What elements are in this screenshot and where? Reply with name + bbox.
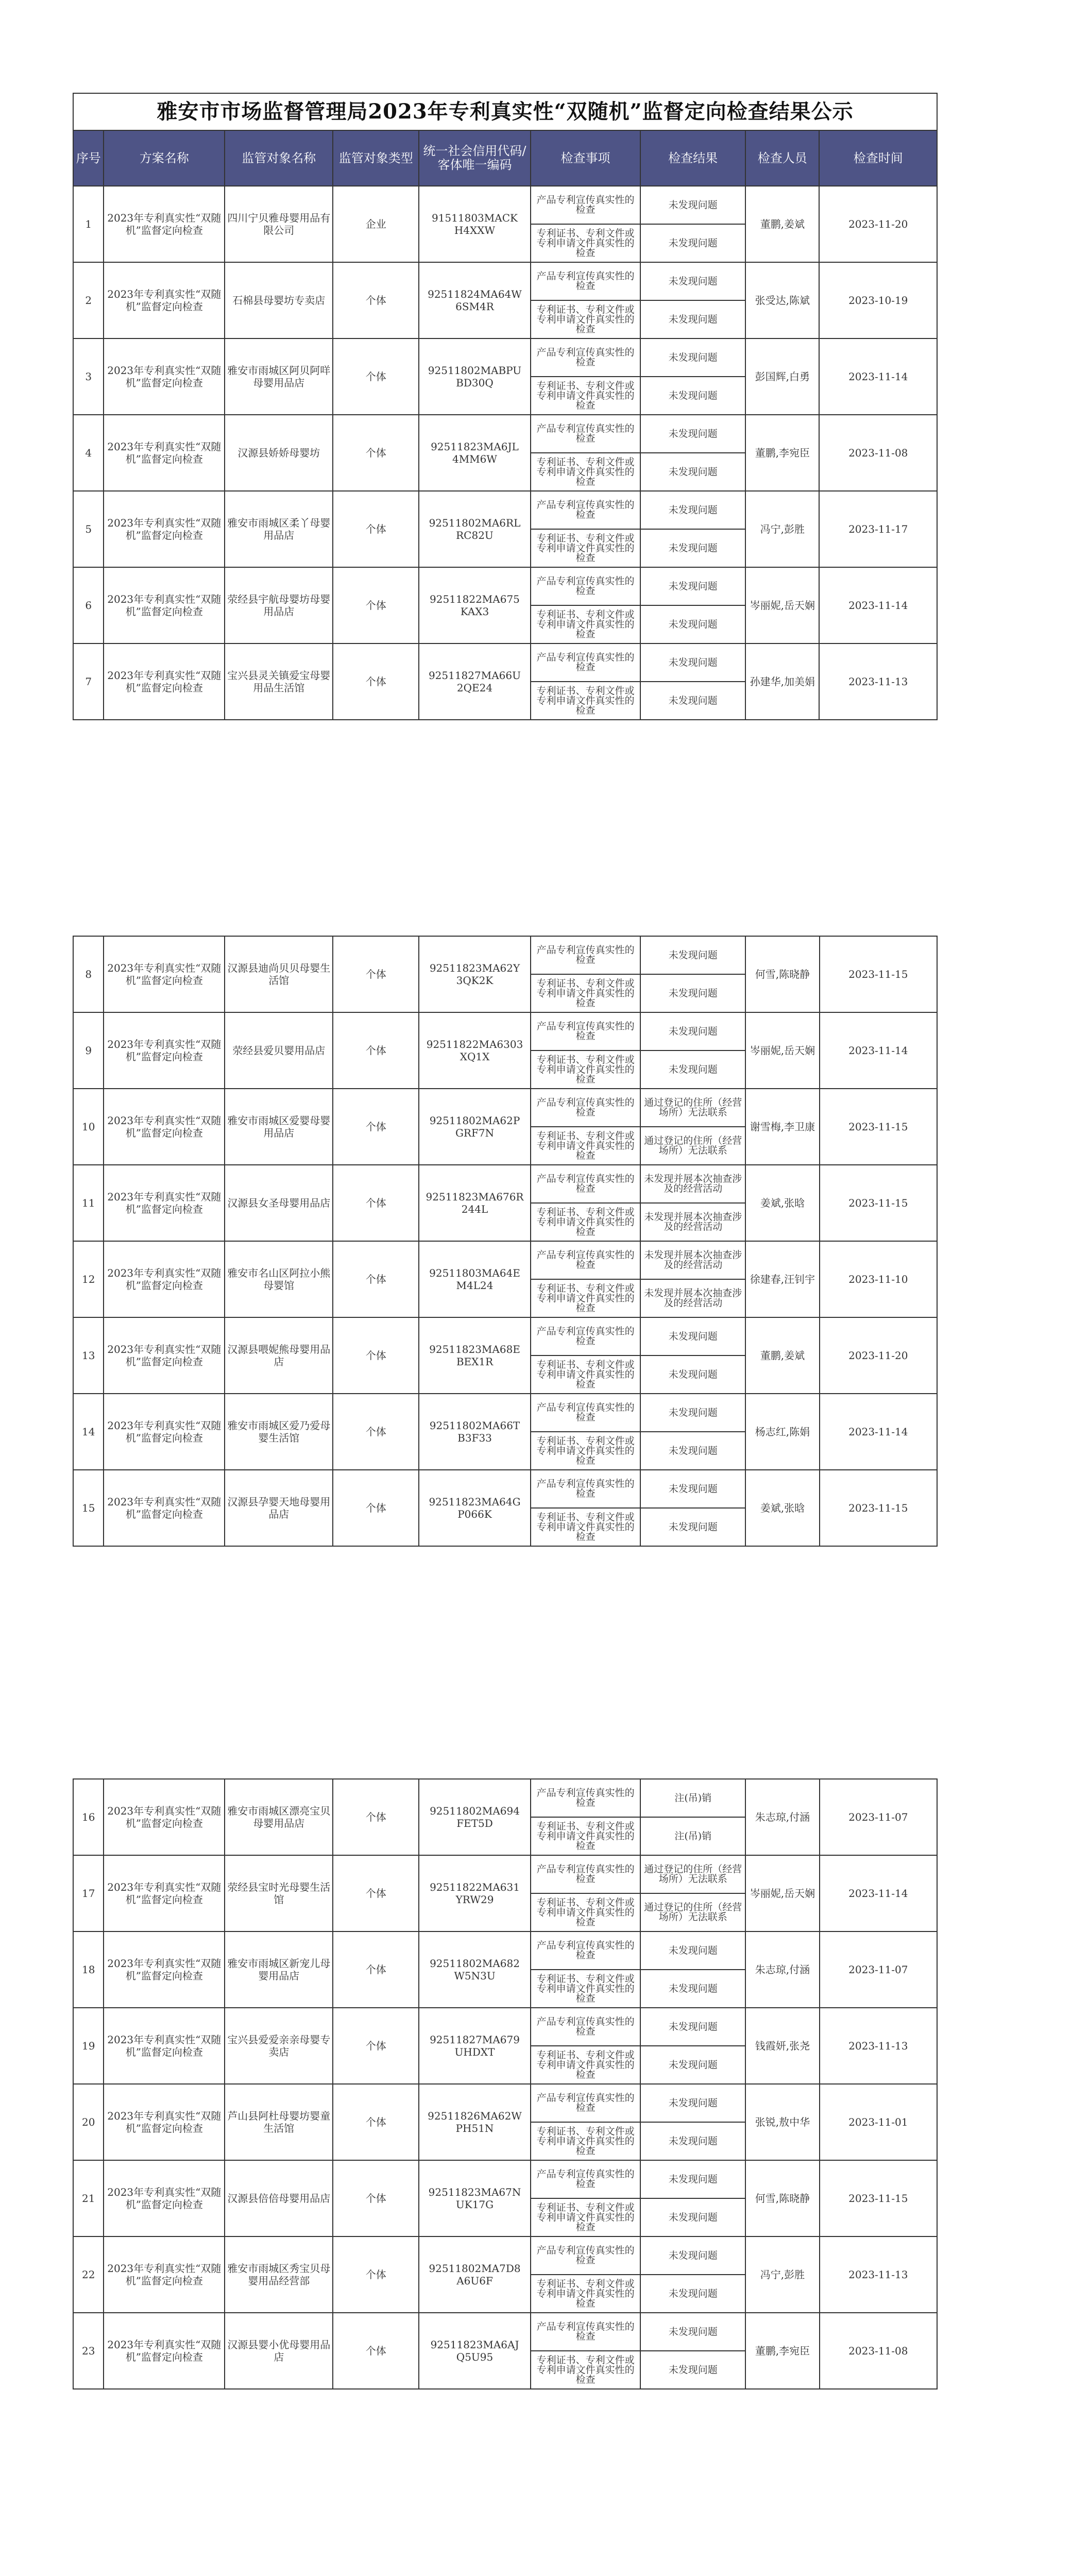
check-item: 产品专利宣传真实性的检查 [531, 1165, 640, 1203]
plan-name: 2023年专利真实性“双随机”监督定向检查 [104, 338, 225, 415]
plan-name: 2023年专利真实性“双随机”监督定向检查 [104, 491, 225, 567]
inspectors: 谢雪梅,李卫康 [745, 1089, 819, 1165]
table-row [73, 1855, 937, 1893]
row-number: 6 [73, 567, 104, 643]
inspection-table-page-3 [73, 1778, 938, 2389]
check-result: 未发现问题 [640, 300, 745, 338]
check-item: 产品专利宣传真实性的检查 [531, 186, 640, 224]
page-block-3 [73, 1778, 938, 2389]
table-row [73, 1165, 937, 1203]
check-item: 专利证书、专利文件或专利申请文件真实性的检查 [531, 1355, 640, 1394]
plan-name: 2023年专利真实性“双随机”监督定向检查 [104, 1470, 225, 1546]
check-item: 专利证书、专利文件或专利申请文件真实性的检查 [531, 300, 640, 338]
check-result: 未发现问题 [640, 2122, 745, 2160]
plan-name: 2023年专利真实性“双随机”监督定向检查 [104, 415, 225, 491]
check-result: 通过登记的住所（经营场所）无法联系 [640, 1855, 745, 1893]
table-row [73, 415, 937, 453]
row-number: 5 [73, 491, 104, 567]
table-row [73, 1089, 937, 1127]
check-result: 注(吊)销 [640, 1779, 745, 1817]
check-result: 通过登记的住所（经营场所）无法联系 [640, 1893, 745, 1931]
subject-name: 汉源县女圣母婴用品店 [225, 1165, 333, 1241]
subject-name: 汉源县婴小优母婴用品店 [225, 2313, 333, 2389]
check-item: 产品专利宣传真实性的检查 [531, 2313, 640, 2351]
inspectors: 冯宁,彭胜 [745, 491, 819, 567]
table-row [73, 1470, 937, 1508]
header-item: 检查事项 [531, 130, 640, 186]
subject-name: 雅安市名山区阿拉小熊母婴馆 [225, 1241, 333, 1317]
row-number: 19 [73, 2008, 104, 2084]
check-result: 未发现问题 [640, 567, 745, 605]
subject-name: 雅安市雨城区柔丫母婴用品店 [225, 491, 333, 567]
check-result: 未发现问题 [640, 2236, 745, 2275]
subject-type: 个体 [333, 2313, 419, 2389]
row-number: 12 [73, 1241, 104, 1317]
row-number: 17 [73, 1855, 104, 1931]
table-header-row [73, 130, 937, 186]
inspection-table-page-1 [73, 93, 938, 720]
check-item: 专利证书、专利文件或专利申请文件真实性的检查 [531, 2275, 640, 2313]
row-number: 23 [73, 2313, 104, 2389]
check-item: 专利证书、专利文件或专利申请文件真实性的检查 [531, 682, 640, 720]
subject-type: 个体 [333, 1931, 419, 2008]
check-date: 2023-11-14 [819, 338, 937, 415]
check-item: 专利证书、专利文件或专利申请文件真实性的检查 [531, 2046, 640, 2084]
check-date: 2023-11-13 [819, 643, 937, 720]
inspectors: 岑丽妮,岳天娴 [745, 1855, 819, 1931]
credit-code: 92511802MA6RL RC82U [419, 491, 531, 567]
check-result: 未发现问题 [640, 2198, 745, 2236]
check-item: 专利证书、专利文件或专利申请文件真实性的检查 [531, 529, 640, 567]
check-result: 未发现问题 [640, 936, 745, 974]
inspectors: 姜斌,张晗 [745, 1165, 819, 1241]
check-item: 产品专利宣传真实性的检查 [531, 1931, 640, 1970]
check-item: 产品专利宣传真实性的检查 [531, 567, 640, 605]
subject-name: 汉源县倍倍母婴用品店 [225, 2160, 333, 2236]
inspectors: 钱霞妍,张尧 [745, 2008, 819, 2084]
check-item: 产品专利宣传真实性的检查 [531, 262, 640, 300]
row-number: 1 [73, 186, 104, 262]
credit-code: 92511827MA66U 2QE24 [419, 643, 531, 720]
inspectors: 姜斌,张晗 [745, 1470, 819, 1546]
row-number: 21 [73, 2160, 104, 2236]
inspectors: 徐建春,汪钊宇 [745, 1241, 819, 1317]
header-plan: 方案名称 [104, 130, 225, 186]
plan-name: 2023年专利真实性“双随机”监督定向检查 [104, 1012, 225, 1089]
check-item: 专利证书、专利文件或专利申请文件真实性的检查 [531, 1508, 640, 1546]
check-date: 2023-11-07 [820, 1931, 937, 2008]
check-date: 2023-11-15 [820, 1470, 937, 1546]
row-number: 16 [73, 1779, 104, 1855]
row-number: 15 [73, 1470, 104, 1546]
check-result: 未发现问题 [640, 224, 745, 262]
credit-code: 92511803MA64E M4L24 [419, 1241, 531, 1317]
subject-type: 个体 [333, 1317, 419, 1394]
inspectors: 岑丽妮,岳天娴 [745, 567, 819, 643]
check-result: 通过登记的住所（经营场所）无法联系 [640, 1127, 745, 1165]
check-date: 2023-11-15 [820, 936, 937, 1012]
check-result: 未发现并展本次抽查涉及的经营活动 [640, 1203, 745, 1241]
check-result: 未发现问题 [640, 2084, 745, 2122]
credit-code: 92511822MA675 KAX3 [419, 567, 531, 643]
check-result: 未发现问题 [640, 415, 745, 453]
subject-type: 个体 [333, 1165, 419, 1241]
row-number: 2 [73, 262, 104, 338]
check-item: 产品专利宣传真实性的检查 [531, 936, 640, 974]
check-date: 2023-11-15 [820, 1089, 937, 1165]
subject-name: 宝兴县爱爱亲亲母婴专卖店 [225, 2008, 333, 2084]
table-row [73, 2313, 937, 2351]
check-item: 专利证书、专利文件或专利申请文件真实性的检查 [531, 1203, 640, 1241]
row-number: 3 [73, 338, 104, 415]
inspectors: 张受达,陈斌 [745, 262, 819, 338]
plan-name: 2023年专利真实性“双随机”监督定向检查 [104, 1931, 225, 2008]
check-item: 产品专利宣传真实性的检查 [531, 1317, 640, 1355]
check-result: 未发现问题 [640, 491, 745, 529]
check-date: 2023-11-08 [820, 2313, 937, 2389]
row-number: 4 [73, 415, 104, 491]
check-result: 未发现问题 [640, 2275, 745, 2313]
check-result: 通过登记的住所（经营场所）无法联系 [640, 1089, 745, 1127]
subject-name: 雅安市雨城区爱乃爱母婴生活馆 [225, 1394, 333, 1470]
subject-type: 个体 [333, 567, 419, 643]
inspectors: 董鹏,李宛臣 [745, 2313, 819, 2389]
plan-name: 2023年专利真实性“双随机”监督定向检查 [104, 2313, 225, 2389]
subject-name: 雅安市雨城区爱婴母婴用品店 [225, 1089, 333, 1165]
table-row [73, 1012, 937, 1050]
subject-type: 个体 [333, 1241, 419, 1317]
check-item: 产品专利宣传真实性的检查 [531, 415, 640, 453]
subject-name: 雅安市雨城区阿贝阿咩母婴用品店 [225, 338, 333, 415]
subject-type: 个体 [333, 1012, 419, 1089]
subject-name: 荥经县宝时光母婴生活馆 [225, 1855, 333, 1931]
check-item: 专利证书、专利文件或专利申请文件真实性的检查 [531, 1970, 640, 2008]
plan-name: 2023年专利真实性“双随机”监督定向检查 [104, 1241, 225, 1317]
subject-type: 个体 [333, 2160, 419, 2236]
inspectors: 董鹏,李宛臣 [745, 415, 819, 491]
check-item: 产品专利宣传真实性的检查 [531, 2160, 640, 2198]
table-row [73, 2160, 937, 2198]
check-item: 专利证书、专利文件或专利申请文件真实性的检查 [531, 1432, 640, 1470]
table-row [73, 491, 937, 529]
check-date: 2023-11-10 [820, 1241, 937, 1317]
subject-name: 汉源县娇娇母婴坊 [225, 415, 333, 491]
check-date: 2023-11-13 [820, 2008, 937, 2084]
header-date: 检查时间 [819, 130, 937, 186]
row-number: 13 [73, 1317, 104, 1394]
subject-type: 个体 [333, 936, 419, 1012]
check-date: 2023-11-13 [820, 2236, 937, 2313]
table-row [73, 1931, 937, 1970]
check-item: 产品专利宣传真实性的检查 [531, 338, 640, 377]
check-result: 未发现问题 [640, 1012, 745, 1050]
check-date: 2023-11-01 [820, 2084, 937, 2160]
check-result: 未发现问题 [640, 2046, 745, 2084]
check-result: 未发现问题 [640, 1470, 745, 1508]
check-date: 2023-11-14 [820, 1012, 937, 1089]
subject-type: 个体 [333, 491, 419, 567]
table-row [73, 1394, 937, 1432]
plan-name: 2023年专利真实性“双随机”监督定向检查 [104, 1779, 225, 1855]
check-item: 产品专利宣传真实性的检查 [531, 1012, 640, 1050]
check-item: 专利证书、专利文件或专利申请文件真实性的检查 [531, 1127, 640, 1165]
check-item: 产品专利宣传真实性的检查 [531, 491, 640, 529]
credit-code: 92511823MA67N UK17G [419, 2160, 531, 2236]
subject-name: 石棉县母婴坊专卖店 [225, 262, 333, 338]
table-row [73, 2236, 937, 2275]
check-result: 未发现问题 [640, 2160, 745, 2198]
check-date: 2023-11-14 [820, 1394, 937, 1470]
plan-name: 2023年专利真实性“双随机”监督定向检查 [104, 1089, 225, 1165]
subject-name: 荥经县爱贝婴用品店 [225, 1012, 333, 1089]
check-date: 2023-11-15 [820, 2160, 937, 2236]
table-row [73, 643, 937, 682]
check-item: 产品专利宣传真实性的检查 [531, 1241, 640, 1279]
plan-name: 2023年专利真实性“双随机”监督定向检查 [104, 2236, 225, 2313]
check-date: 2023-10-19 [819, 262, 937, 338]
credit-code: 92511822MA631 YRW29 [419, 1855, 531, 1931]
check-date: 2023-11-07 [820, 1779, 937, 1855]
header-inspectors: 检查人员 [745, 130, 819, 186]
subject-name: 雅安市雨城区秀宝贝母婴用品经营部 [225, 2236, 333, 2313]
row-number: 10 [73, 1089, 104, 1165]
subject-type: 个体 [333, 262, 419, 338]
table-row [73, 262, 937, 300]
check-date: 2023-11-08 [819, 415, 937, 491]
plan-name: 2023年专利真实性“双随机”监督定向检查 [104, 186, 225, 262]
inspectors: 岑丽妮,岳天娴 [745, 1012, 819, 1089]
subject-type: 个体 [333, 2084, 419, 2160]
table-row [73, 936, 937, 974]
subject-name: 汉源县迪尚贝贝母婴生活馆 [225, 936, 333, 1012]
header-type: 监管对象类型 [333, 130, 419, 186]
check-result: 未发现问题 [640, 643, 745, 682]
page-title: 雅安市市场监督管理局2023年专利真实性“双随机”监督定向检查结果公示 [73, 93, 937, 130]
check-result: 注(吊)销 [640, 1817, 745, 1855]
subject-name: 四川宁贝雅母婴用品有限公司 [225, 186, 333, 262]
row-number: 14 [73, 1394, 104, 1470]
credit-code: 92511822MA6303 XQ1X [419, 1012, 531, 1089]
subject-type: 个体 [333, 1089, 419, 1165]
credit-code: 92511823MA676R 244L [419, 1165, 531, 1241]
check-result: 未发现问题 [640, 1508, 745, 1546]
table-body [73, 1779, 937, 2389]
inspectors: 彭国辉,白勇 [745, 338, 819, 415]
plan-name: 2023年专利真实性“双随机”监督定向检查 [104, 1165, 225, 1241]
check-item: 产品专利宣传真实性的检查 [531, 2084, 640, 2122]
plan-name: 2023年专利真实性“双随机”监督定向检查 [104, 2160, 225, 2236]
subject-type: 企业 [333, 186, 419, 262]
check-item: 专利证书、专利文件或专利申请文件真实性的检查 [531, 453, 640, 491]
plan-name: 2023年专利真实性“双随机”监督定向检查 [104, 262, 225, 338]
check-date: 2023-11-20 [819, 186, 937, 262]
subject-name: 汉源县孕婴天地母婴用品店 [225, 1470, 333, 1546]
check-item: 专利证书、专利文件或专利申请文件真实性的检查 [531, 974, 640, 1012]
inspectors: 董鹏,姜斌 [745, 186, 819, 262]
row-number: 9 [73, 1012, 104, 1089]
check-result: 未发现问题 [640, 1931, 745, 1970]
table-row [73, 567, 937, 605]
inspection-table-page-2 [73, 936, 938, 1547]
check-item: 产品专利宣传真实性的检查 [531, 1089, 640, 1127]
check-item: 专利证书、专利文件或专利申请文件真实性的检查 [531, 2351, 640, 2389]
subject-name: 宝兴县灵关镇爱宝母婴用品生活馆 [225, 643, 333, 720]
table-row [73, 1241, 937, 1279]
inspectors: 冯宁,彭胜 [745, 2236, 819, 2313]
inspectors: 杨志红,陈娟 [745, 1394, 819, 1470]
check-item: 产品专利宣传真实性的检查 [531, 1394, 640, 1432]
inspectors: 朱志琼,付涵 [745, 1931, 819, 2008]
check-result: 未发现问题 [640, 605, 745, 643]
check-result: 未发现并展本次抽查涉及的经营活动 [640, 1279, 745, 1317]
check-result: 未发现并展本次抽查涉及的经营活动 [640, 1165, 745, 1203]
credit-code: 92511823MA68E BEX1R [419, 1317, 531, 1394]
check-item: 专利证书、专利文件或专利申请文件真实性的检查 [531, 377, 640, 415]
check-item: 专利证书、专利文件或专利申请文件真实性的检查 [531, 1817, 640, 1855]
subject-type: 个体 [333, 643, 419, 720]
row-number: 11 [73, 1165, 104, 1241]
inspectors: 孙建华,加美娟 [745, 643, 819, 720]
table-row [73, 186, 937, 224]
credit-code: 92511802MABPU BD30Q [419, 338, 531, 415]
check-result: 未发现问题 [640, 186, 745, 224]
table-body [73, 186, 937, 720]
credit-code: 92511802MA694 FET5D [419, 1779, 531, 1855]
row-number: 22 [73, 2236, 104, 2313]
row-number: 7 [73, 643, 104, 720]
inspectors: 董鹏,姜斌 [745, 1317, 819, 1394]
inspectors: 张锐,敖中华 [745, 2084, 819, 2160]
check-result: 未发现问题 [640, 1050, 745, 1089]
check-item: 专利证书、专利文件或专利申请文件真实性的检查 [531, 605, 640, 643]
check-item: 专利证书、专利文件或专利申请文件真实性的检查 [531, 1050, 640, 1089]
check-result: 未发现问题 [640, 2351, 745, 2389]
check-item: 产品专利宣传真实性的检查 [531, 1779, 640, 1817]
subject-name: 芦山县阿杜母婴坊婴童生活馆 [225, 2084, 333, 2160]
check-result: 未发现问题 [640, 262, 745, 300]
check-item: 产品专利宣传真实性的检查 [531, 2236, 640, 2275]
plan-name: 2023年专利真实性“双随机”监督定向检查 [104, 1394, 225, 1470]
credit-code: 92511824MA64W 6SM4R [419, 262, 531, 338]
check-item: 专利证书、专利文件或专利申请文件真实性的检查 [531, 1279, 640, 1317]
subject-name: 雅安市雨城区漂亮宝贝母婴用品店 [225, 1779, 333, 1855]
credit-code: 92511823MA64G P066K [419, 1470, 531, 1546]
check-result: 未发现问题 [640, 2008, 745, 2046]
check-item: 专利证书、专利文件或专利申请文件真实性的检查 [531, 2198, 640, 2236]
check-result: 未发现问题 [640, 1394, 745, 1432]
plan-name: 2023年专利真实性“双随机”监督定向检查 [104, 936, 225, 1012]
check-item: 专利证书、专利文件或专利申请文件真实性的检查 [531, 1893, 640, 1931]
credit-code: 92511823MA6AJ Q5U95 [419, 2313, 531, 2389]
header-name: 监管对象名称 [225, 130, 333, 186]
check-result: 未发现问题 [640, 1970, 745, 2008]
header-code: 统一社会信用代码/客体唯一编码 [419, 130, 531, 186]
subject-type: 个体 [333, 1779, 419, 1855]
credit-code: 92511823MA62Y 3QK2K [419, 936, 531, 1012]
credit-code: 92511827MA679 UHDXT [419, 2008, 531, 2084]
credit-code: 92511802MA66T B3F33 [419, 1394, 531, 1470]
plan-name: 2023年专利真实性“双随机”监督定向检查 [104, 2008, 225, 2084]
subject-name: 荥经县宇航母婴坊母婴用品店 [225, 567, 333, 643]
row-number: 20 [73, 2084, 104, 2160]
subject-type: 个体 [333, 1470, 419, 1546]
subject-type: 个体 [333, 338, 419, 415]
plan-name: 2023年专利真实性“双随机”监督定向检查 [104, 2084, 225, 2160]
header-result: 检查结果 [640, 130, 745, 186]
table-row [73, 2008, 937, 2046]
check-result: 未发现问题 [640, 1317, 745, 1355]
check-date: 2023-11-17 [819, 491, 937, 567]
check-item: 产品专利宣传真实性的检查 [531, 1855, 640, 1893]
check-item: 专利证书、专利文件或专利申请文件真实性的检查 [531, 2122, 640, 2160]
subject-name: 雅安市雨城区新宠儿母婴用品店 [225, 1931, 333, 2008]
check-result: 未发现问题 [640, 453, 745, 491]
table-row [73, 338, 937, 377]
subject-type: 个体 [333, 1394, 419, 1470]
check-result: 未发现问题 [640, 529, 745, 567]
page-block-2 [73, 936, 938, 1547]
check-date: 2023-11-14 [820, 1855, 937, 1931]
check-date: 2023-11-15 [820, 1165, 937, 1241]
subject-name: 汉源县喂妮熊母婴用品店 [225, 1317, 333, 1394]
row-number: 8 [73, 936, 104, 1012]
header-no: 序号 [73, 130, 104, 186]
check-result: 未发现问题 [640, 974, 745, 1012]
plan-name: 2023年专利真实性“双随机”监督定向检查 [104, 1317, 225, 1394]
check-date: 2023-11-14 [819, 567, 937, 643]
check-item: 产品专利宣传真实性的检查 [531, 2008, 640, 2046]
plan-name: 2023年专利真实性“双随机”监督定向检查 [104, 567, 225, 643]
inspectors: 何雪,陈晓静 [745, 936, 819, 1012]
plan-name: 2023年专利真实性“双随机”监督定向检查 [104, 643, 225, 720]
credit-code: 92511802MA62P GRF7N [419, 1089, 531, 1165]
check-result: 未发现并展本次抽查涉及的经营活动 [640, 1241, 745, 1279]
credit-code: 91511803MACK H4XXW [419, 186, 531, 262]
inspectors: 何雪,陈晓静 [745, 2160, 819, 2236]
check-result: 未发现问题 [640, 682, 745, 720]
inspectors: 朱志琼,付涵 [745, 1779, 819, 1855]
credit-code: 92511802MA7D8 A6U6F [419, 2236, 531, 2313]
table-row [73, 1779, 937, 1817]
credit-code: 92511802MA682 W5N3U [419, 1931, 531, 2008]
subject-type: 个体 [333, 415, 419, 491]
check-item: 产品专利宣传真实性的检查 [531, 1470, 640, 1508]
check-date: 2023-11-20 [820, 1317, 937, 1394]
check-result: 未发现问题 [640, 1432, 745, 1470]
check-result: 未发现问题 [640, 2313, 745, 2351]
subject-type: 个体 [333, 1855, 419, 1931]
table-row [73, 2084, 937, 2122]
table-row [73, 1317, 937, 1355]
subject-type: 个体 [333, 2236, 419, 2313]
subject-type: 个体 [333, 2008, 419, 2084]
table-body [73, 936, 937, 1546]
check-result: 未发现问题 [640, 377, 745, 415]
plan-name: 2023年专利真实性“双随机”监督定向检查 [104, 1855, 225, 1931]
check-result: 未发现问题 [640, 338, 745, 377]
page-block-1 [73, 93, 938, 720]
credit-code: 92511823MA6JL 4MM6W [419, 415, 531, 491]
check-item: 专利证书、专利文件或专利申请文件真实性的检查 [531, 224, 640, 262]
check-result: 未发现问题 [640, 1355, 745, 1394]
check-item: 产品专利宣传真实性的检查 [531, 643, 640, 682]
credit-code: 92511826MA62W PH51N [419, 2084, 531, 2160]
row-number: 18 [73, 1931, 104, 2008]
